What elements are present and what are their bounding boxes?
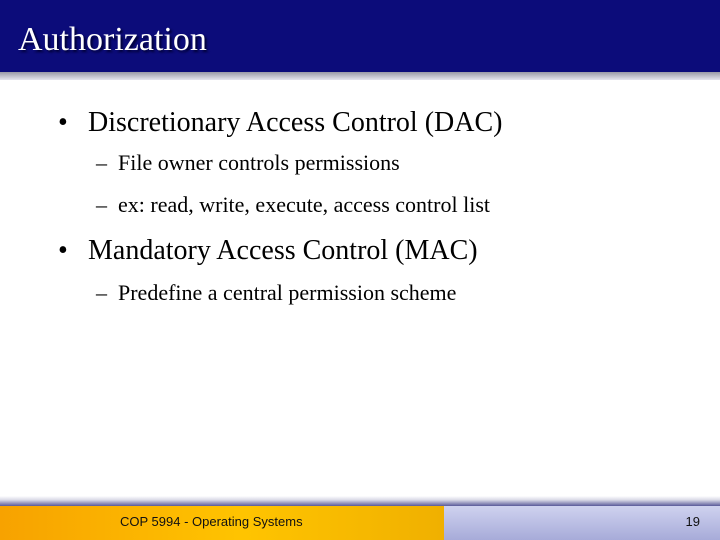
slide-number: 19 xyxy=(685,514,700,529)
dash-icon: – xyxy=(96,280,107,305)
footer-right-panel xyxy=(444,506,720,540)
footer-bar xyxy=(0,496,720,540)
sub-bullet-owner xyxy=(96,149,400,177)
sub-bullet-text: ex: read, write, execute, access control list xyxy=(118,192,491,217)
sub-bullet-central-scheme xyxy=(96,279,456,307)
bullet-dot-icon: • xyxy=(58,235,68,266)
slide-title: Authorization xyxy=(18,21,207,58)
dash-icon: – xyxy=(96,192,107,217)
bullet-dot-icon: • xyxy=(58,107,68,138)
bullet-text: Discretionary Access Control (DAC) xyxy=(88,107,503,138)
title-divider xyxy=(0,72,720,80)
sub-bullet-text: File owner controls permissions xyxy=(118,150,400,175)
sub-bullet-text: Predefine a central permission scheme xyxy=(118,280,457,305)
title-bar xyxy=(0,0,720,72)
footer-course-name: COP 5994 - Operating Systems xyxy=(120,514,303,529)
bullet-mac xyxy=(58,234,478,268)
bullet-text: Mandatory Access Control (MAC) xyxy=(88,235,478,266)
dash-icon: – xyxy=(96,150,107,175)
bullet-dac xyxy=(58,106,502,140)
footer-rule xyxy=(0,496,720,506)
sub-bullet-examples xyxy=(96,191,490,219)
